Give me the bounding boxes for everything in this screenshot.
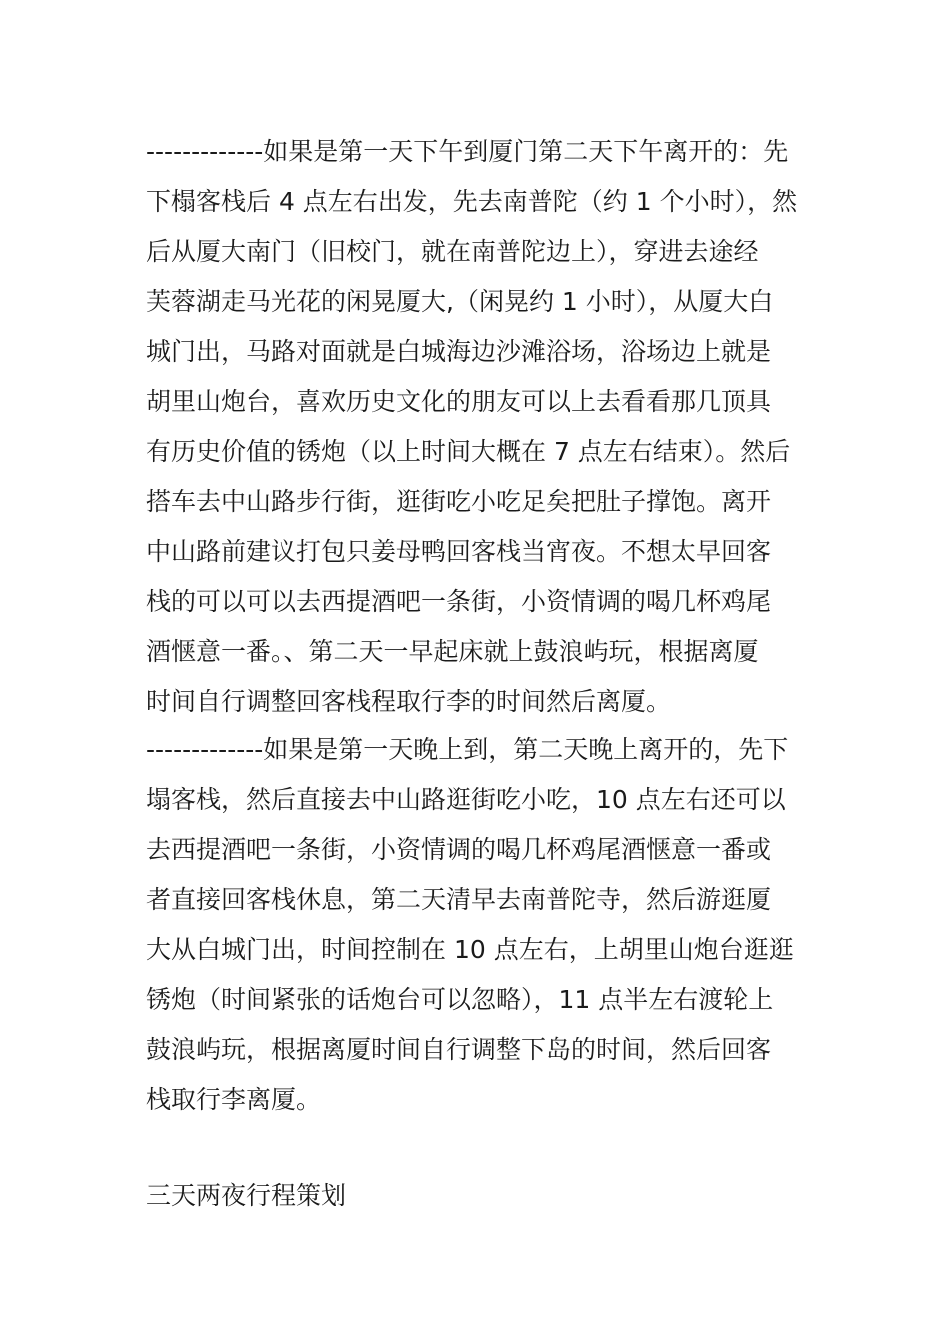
paragraph-2-line-5: 大从白城门出，时间控制在 10 点左右，上胡里山炮台逛逛 [146, 935, 794, 964]
paragraph-1-line-5: 城门出，马路对面就是白城海边沙滩浴场，浴场边上就是 [146, 337, 772, 366]
section-heading: 三天两夜行程策划 [146, 1181, 347, 1210]
paragraph-1-line-2: 下榻客栈后 4 点左右出发，先去南普陀（约 1 个小时），然 [146, 187, 798, 216]
paragraph-1-line-1: -------------如果是第一天下午到厦门第二天下午离开的：先 [146, 137, 789, 166]
paragraph-1-line-11: 酒惬意一番。、第二天一早起床就上鼓浪屿玩，根据离厦 [146, 637, 759, 666]
paragraph-1-line-4: 芙蓉湖走马光花的闲晃厦大,（闲晃约 1 小时），从厦大白 [146, 287, 774, 316]
paragraph-1-line-6: 胡里山炮台，喜欢历史文化的朋友可以上去看看那几顶具 [146, 387, 772, 416]
paragraph-1-line-12: 时间自行调整回客栈程取行李的时间然后离厦。 [146, 687, 672, 716]
paragraph-2-line-1: -------------如果是第一天晚上到，第二天晚上离开的，先下 [146, 735, 789, 764]
paragraph-2-line-2: 塌客栈，然后直接去中山路逛街吃小吃，10 点左右还可以 [146, 785, 786, 814]
paragraph-1-line-3: 后从厦大南门（旧校门，就在南普陀边上），穿进去途经 [146, 237, 759, 266]
paragraph-2-line-4: 者直接回客栈休息，第二天清早去南普陀寺，然后游逛厦 [146, 885, 772, 914]
paragraph-1-line-9: 中山路前建议打包只姜母鸭回客栈当宵夜。不想太早回客 [146, 537, 772, 566]
paragraph-2-line-7: 鼓浪屿玩，根据离厦时间自行调整下岛的时间，然后回客 [146, 1035, 772, 1064]
paragraph-2-line-3: 去西提酒吧一条街，小资情调的喝几杯鸡尾酒惬意一番或 [146, 835, 772, 864]
paragraph-1-line-10: 栈的可以可以去西提酒吧一条街，小资情调的喝几杯鸡尾 [146, 587, 772, 616]
paragraph-2-line-6: 锈炮（时间紧张的话炮台可以忽略），11 点半左右渡轮上 [146, 985, 774, 1014]
paragraph-1-line-7: 有历史价值的锈炮（以上时间大概在 7 点左右结束）。然后 [146, 437, 791, 466]
paragraph-2-line-8: 栈取行李离厦。 [146, 1085, 322, 1114]
paragraph-1-line-8: 搭车去中山路步行街，逛街吃小吃足矣把肚子撑饱。离开 [146, 487, 772, 516]
